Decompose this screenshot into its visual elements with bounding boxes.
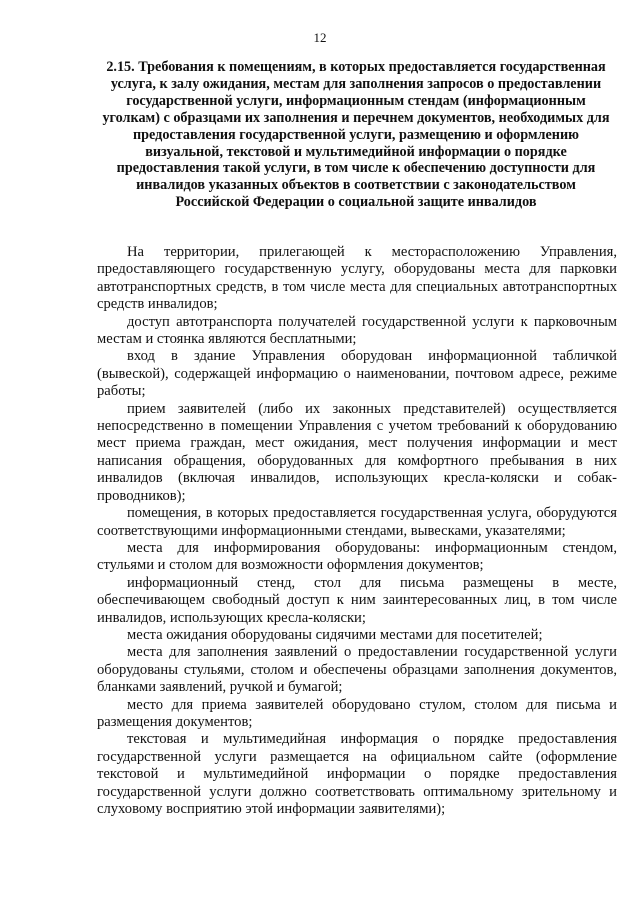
paragraph-premises-stands: помещения, в которых предоставляется государственная услуга, оборудуются соответствующими информационными стендами, вывесками, указателями; — [97, 505, 617, 539]
paragraph-information-places: места для информирования оборудованы: информационным стендом, стульями и столом для возможности оформления документов; — [97, 539, 617, 574]
section-body — [97, 244, 617, 818]
section-heading: 2.15. Требования к помещениям, в которых предоставляется государственная услуга, к залу ожидания, местам для заполнения запросов о предоставлении государственной услуги, информационным стендам (информационным уголкам) с образцами их заполнения и перечнем документов, необходимых для предоставления государственной услуги, размещению и оформлению визуальной, текстовой и мультимедийной информации о порядке предоставления такой услуги, в том числе к обеспечению доступности для инвалидов указанных объектов в соответствии с законодательством Российской Федерации о социальной защите инвалидов — [102, 59, 610, 211]
paragraph-application-places: места для заполнения заявлений о предоставлении государственной услуги оборудованы стульями, столом и обеспечены образцами заполнения документов, бланками заявлений, ручкой и бумагой; — [97, 644, 617, 696]
paragraph-parking: На территории, прилегающей к месторасположению Управления, предоставляющего государственную услугу, оборудованы места для парковки автотранспортных средств, в том числе места для специальных автотранспортных средств инвалидов; — [97, 244, 617, 313]
paragraph-reception: прием заявителей (либо их законных представителей) осуществляется непосредственно в помещении Управления с учетом требований к оборудованию мест приема граждан, мест ожидания, мест получения информации и мест написания обращения, оборудованных для комфортного пребывания в них инвалидов (включая инвалидов, использующих кресла-коляски и собак-проводников); — [97, 400, 617, 504]
paragraph-stand-table: информационный стенд, стол для письма размещены в месте, обеспечивающем свободный доступ к ним заинтересованных лиц, в том числе инвалидов, использующих кресла-коляски; — [97, 574, 617, 626]
paragraph-reception-place: место для приема заявителей оборудовано стулом, столом для письма и размещения документов; — [97, 696, 617, 730]
page-number: 12 — [313, 30, 327, 45]
paragraph-parking-access: доступ автотранспорта получателей государственной услуги к парковочным местам и стоянка являются бесплатными; — [97, 313, 617, 348]
paragraph-multimedia-info: текстовая и мультимедийная информация о порядке предоставления государственной услуги размещается на официальном сайте (оформление текстовой и мультимедийной информации о порядке предоставления государственной услуги должно соответствовать оптимальному зрительному и слуховому восприятию этой информации заявителями); — [97, 731, 617, 817]
paragraph-entrance-sign: вход в здание Управления оборудован информационной табличкой (вывеской), содержащей информацию о наименовании, почтовом адресе, режиме работы; — [97, 348, 617, 400]
paragraph-waiting-places: места ожидания оборудованы сидячими местами для посетителей; — [127, 626, 543, 643]
